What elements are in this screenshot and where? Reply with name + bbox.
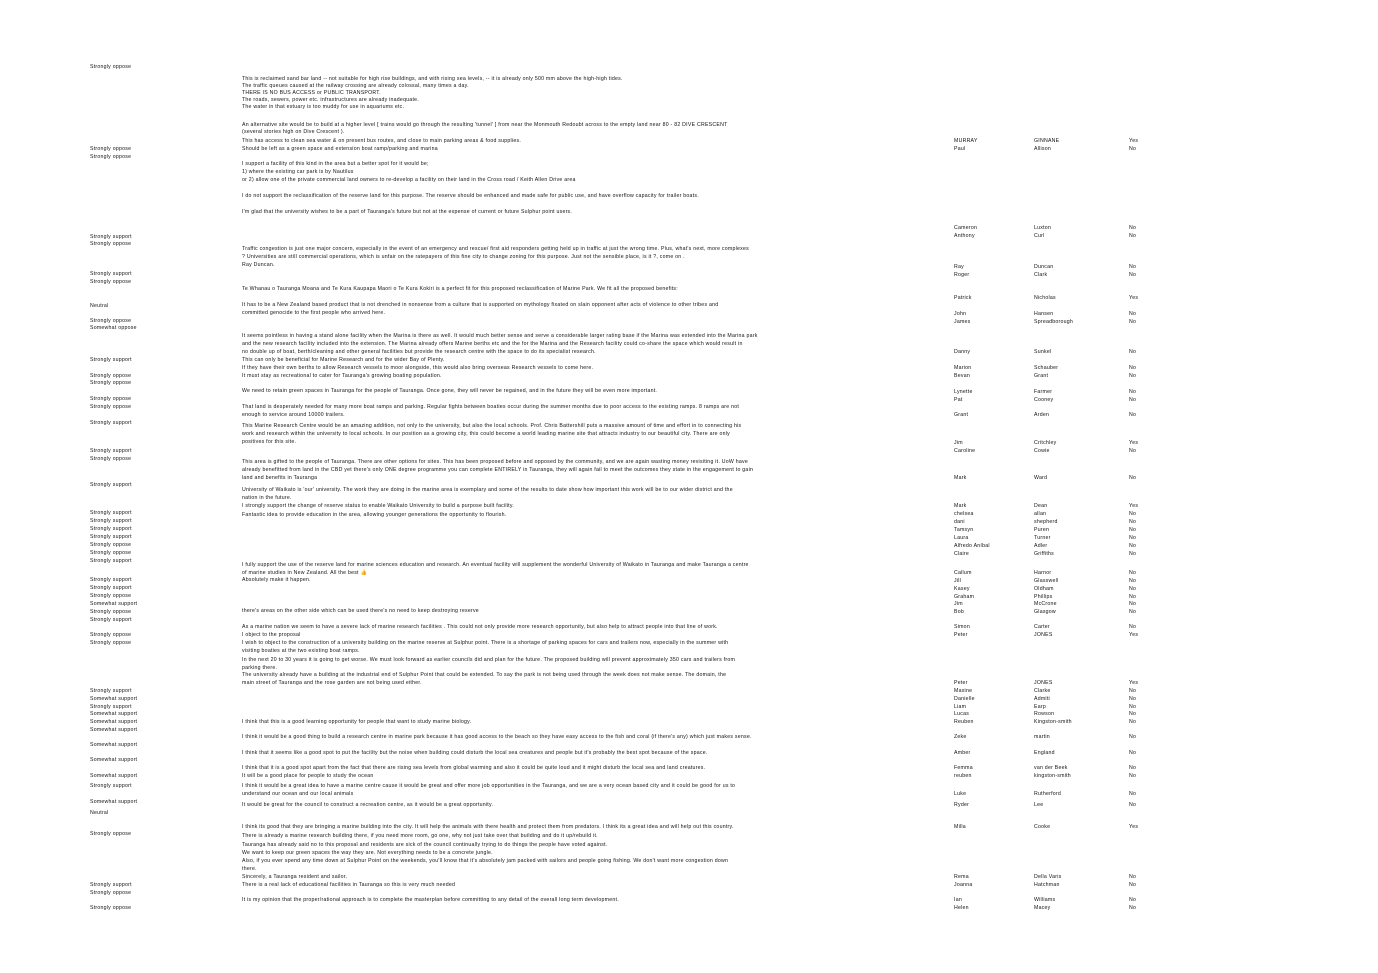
last-name-cell: Ward [1034,475,1048,481]
last-name-cell: Clark [1034,272,1048,278]
support-level-cell: Strongly oppose [90,380,132,386]
first-name-cell: Lucas [954,711,970,717]
first-name-cell: Femma [954,765,973,771]
support-level-cell: Strongly oppose [90,279,132,285]
first-name-cell: chelsea [954,511,974,517]
comment-cell: land and benefits in Tauranga [242,475,318,481]
first-name-cell: Danielle [954,696,975,702]
support-level-cell: Strongly oppose [90,632,132,638]
support-level-cell: Somewhat support [90,799,138,805]
last-name-cell: Williams [1034,897,1056,903]
yes-no-cell: No [1129,719,1137,725]
comment-cell: enough to service around 10000 trailers. [242,412,345,418]
last-name-cell: Sunkel [1034,349,1052,355]
comment-cell: If they have their own berths to allow Research vessels to moor alongside, this would also bring overseas Research vessels to come here. [242,365,594,371]
last-name-cell: Cooney [1034,397,1054,403]
support-level-cell: Strongly oppose [90,396,132,402]
support-level-cell: Strongly support [90,688,132,694]
support-level-cell: Strongly support [90,882,132,888]
yes-no-cell: No [1129,448,1137,454]
comment-cell: We want to keep our green spaces the way they are. Not everything needs to be a concrete jungle. [242,850,493,856]
comment-cell: In the next 20 to 30 years it is going to get worse. We must look forward as earlier councils did and plan for the future. The proposed building will prevent approximately 350 cars and trailers from [242,657,736,663]
support-level-cell: Strongly oppose [90,593,132,599]
support-level-cell: Strongly support [90,617,132,623]
yes-no-cell: Yes [1129,503,1139,509]
last-name-cell: Duncan [1034,264,1054,270]
first-name-cell: Grant [954,412,969,418]
support-level-cell: Neutral [90,810,109,816]
last-name-cell: Farmer [1034,389,1053,395]
support-level-cell: Strongly oppose [90,404,132,410]
first-name-cell: Joanna [954,882,973,888]
yes-no-cell: No [1129,897,1137,903]
yes-no-cell: No [1129,146,1137,152]
support-level-cell: Somewhat support [90,727,138,733]
support-level-cell: Strongly support [90,558,132,564]
last-name-cell: Curl [1034,233,1045,239]
support-level-cell: Strongly oppose [90,640,132,646]
yes-no-cell: No [1129,609,1137,615]
first-name-cell: James [954,319,971,325]
first-name-cell: Marion [954,365,972,371]
comment-cell: committed genocide to the first people who arrived here. [242,310,386,316]
last-name-cell: Rutherford [1034,791,1062,797]
comment-cell: already benefitted from land in the CBD yet there's only ONE degree programme you can complete ENTIRELY in Tauranga, they will again fail to meet the outcomes they state in the engagement to gain [242,467,754,473]
comment-cell: nation in the future. [242,495,292,501]
comment-cell: It would be great for the council to construct a recreation centre, as it would be a great opportunity. [242,802,494,808]
last-name-cell: Puren [1034,527,1050,533]
first-name-cell: Callum [954,570,972,576]
support-level-cell: Neutral [90,303,109,309]
last-name-cell: Cowie [1034,448,1050,454]
first-name-cell: Ian [954,897,962,903]
yes-no-cell: Yes [1129,632,1139,638]
support-level-cell: Strongly oppose [90,146,132,152]
yes-no-cell: No [1129,765,1137,771]
first-name-cell: Claire [954,551,970,557]
support-level-cell: Strongly support [90,234,132,240]
first-name-cell: Ray [954,264,964,270]
support-level-cell: Strongly support [90,271,132,277]
last-name-cell: JONES [1034,632,1053,638]
last-name-cell: Harnor [1034,570,1052,576]
first-name-cell: Ryder [954,802,970,808]
comment-cell: I strongly support the change of reserve status to enable Waikato University to build a purpose built facility. [242,503,514,509]
last-name-cell: Clarke [1034,688,1051,694]
comment-cell: 1) where the existing car park is by Nautilus [242,169,354,175]
first-name-cell: Alfredo Aníbal [954,543,990,549]
first-name-cell: Roger [954,272,970,278]
comment-cell: I think that it seems like a good spot to put the facility but the noise when building could disturb the local sea creatures and people but it's probably the best spot because of the space. [242,750,708,756]
comment-cell: The traffic queues caused at the railway crossing are already colossal, many times a day. [242,83,469,89]
last-name-cell: Adler [1034,543,1048,549]
comment-cell: (several stories high on Dive Crescent ). [242,129,345,135]
support-level-cell: Somewhat support [90,757,138,763]
support-level-cell: Strongly support [90,482,132,488]
yes-no-cell: No [1129,373,1137,379]
comment-cell: I think that it is a good spot apart from the fact that there are rising sea levels from global warming and also it could be quite loud and it might disturb the local sea and land creatures. [242,765,706,771]
first-name-cell: Bevan [954,373,970,379]
comment-cell: That land is desperately needed for many more boat ramps and parking. Regular fights between boaties occur during the summer months due to poor access to the existing ramps. 8 ramps are not [242,404,740,410]
yes-no-cell: No [1129,711,1137,717]
first-name-cell: Graham [954,594,975,600]
first-name-cell: Simon [954,624,970,630]
support-level-cell: Strongly support [90,783,132,789]
comment-cell: I do not support the reclassification of the reserve land for this purpose. The reserve should be enhanced and made safe for public use, and have overflow capacity for trailer boats. [242,193,699,199]
support-level-cell: Somewhat support [90,719,138,725]
yes-no-cell: No [1129,319,1137,325]
first-name-cell: Jill [954,578,962,584]
first-name-cell: MURRAY [954,138,978,144]
yes-no-cell: No [1129,264,1137,270]
first-name-cell: Kasey [954,586,970,592]
support-level-cell: Strongly support [90,577,132,583]
yes-no-cell: No [1129,397,1137,403]
last-name-cell: allan [1034,511,1047,517]
yes-no-cell: No [1129,750,1137,756]
support-level-cell: Somewhat support [90,711,138,717]
yes-no-cell: No [1129,311,1137,317]
first-name-cell: Helen [954,905,969,911]
first-name-cell: Patrick [954,295,972,301]
comment-cell: I think its good that they are bringing a marine building into the city. It will help the animals with there health and protect them from predators. I think its a great idea and will help out this country. [242,824,734,830]
yes-no-cell: No [1129,535,1137,541]
yes-no-cell: No [1129,578,1137,584]
last-name-cell: kingston-smith [1034,773,1071,779]
first-name-cell: Liam [954,704,967,710]
first-name-cell: dani [954,519,965,525]
yes-no-cell: No [1129,688,1137,694]
last-name-cell: Cooke [1034,824,1051,830]
yes-no-cell: No [1129,773,1137,779]
last-name-cell: Allison [1034,146,1052,152]
comment-cell: The university already have a building at the industrial end of Sulphur Point that could be extended. To say the park is not being used through the week does not make sense. The domain, the [242,672,727,678]
comment-cell: I support a facility of this kind in the area but a better spot for it would be; [242,161,429,167]
yes-no-cell: No [1129,696,1137,702]
support-level-cell: Somewhat support [90,696,138,702]
comment-cell: It has to be a New Zealand based product that is not drenched in nonsense from a culture that is supported on mythology fixated on slain opponent after acts of violence to other tribes and [242,302,719,308]
last-name-cell: Hatchman [1034,882,1060,888]
last-name-cell: Grant [1034,373,1049,379]
first-name-cell: Laura [954,535,969,541]
first-name-cell: Reuben [954,719,974,725]
comment-cell: Absolutely make it happen. [242,577,311,583]
last-name-cell: England [1034,750,1055,756]
support-level-cell: Strongly support [90,357,132,363]
yes-no-cell: No [1129,543,1137,549]
comment-cell: This can only be beneficial for Marine Research and for the wider Bay of Plenty. [242,357,445,363]
comment-cell: I object to the proposal [242,632,301,638]
support-level-cell: Strongly oppose [90,154,132,160]
comment-cell: I think it would be a good thing to build a research centre in marine park because it has good access to the beach so they have easy access to the fish and coral (if there's any) which just makes sense. [242,734,752,740]
support-level-cell: Somewhat support [90,601,138,607]
yes-no-cell: No [1129,519,1137,525]
comment-cell: It is my opinion that the proper/rational approach is to complete the masterplan before committing to any detail of the overall long term development. [242,897,619,903]
comment-cell: Sincerely, a Tauranga resident and sailor. [242,874,348,880]
yes-no-cell: No [1129,272,1137,278]
support-level-cell: Strongly support [90,518,132,524]
support-level-cell: Strongly oppose [90,890,132,896]
last-name-cell: Lee [1034,802,1044,808]
yes-no-cell: No [1129,624,1137,630]
last-name-cell: Luxton [1034,225,1052,231]
last-name-cell: Macey [1034,905,1051,911]
support-level-cell: Strongly support [90,526,132,532]
support-level-cell: Strongly support [90,420,132,426]
comment-cell: or 2) allow one of the private commercial land owners to re-develop a facility on their land in the Cross road / Keith Allen Drive area [242,177,576,183]
support-level-cell: Strongly oppose [90,831,132,837]
comment-cell: ? Universities are still commercial operations, which is unfair on the ratepayers of this fine city to change zoning for this purpose. Just not the sensible place, is it ?, come on . [242,254,685,260]
comment-cell: It seems pointless in having a stand alone facility when the Marina is there as well. It would much better sense and serve a considerable larger rating base if the Marina was extended into the Marina park [242,333,758,339]
comment-cell: understand our ocean and our local animals [242,791,354,797]
comment-cell: I think it would be a great idea to have a marine centre cause it would be great and offer more job opportunities in the Tauranga, and we are a very ocean based city and it could be good for us to [242,783,736,789]
yes-no-cell: No [1129,601,1137,607]
last-name-cell: JONES [1034,680,1053,686]
support-level-cell: Strongly support [90,510,132,516]
yes-no-cell: Yes [1129,680,1139,686]
last-name-cell: Della Varis [1034,874,1062,880]
first-name-cell: Amber [954,750,971,756]
first-name-cell: Milla [954,824,966,830]
comment-cell: Tauranga has already said no to this proposal and residents are sick of the council continually trying to do things the people have voted against. [242,842,608,848]
support-level-cell: Strongly support [90,448,132,454]
yes-no-cell: No [1129,365,1137,371]
support-level-cell: Strongly oppose [90,373,132,379]
comment-cell: THERE IS NO BUS ACCESS or PUBLIC TRANSPORT. [242,90,381,96]
last-name-cell: Carter [1034,624,1050,630]
first-name-cell: reuben [954,773,972,779]
support-level-cell: Strongly oppose [90,550,132,556]
last-name-cell: Turner [1034,535,1051,541]
support-level-cell: Strongly support [90,704,132,710]
support-level-cell: Strongly oppose [90,241,132,247]
comment-cell: University of Waikato is 'our' university. The work they are doing in the marine area is exemplary and some of the results to date show how important this work will be to our wider district and the [242,487,733,493]
comment-cell: and the new research facility included into the extension. The Marina already offers Marine berths etc and the for the Marina and the Research facility could co-share the space which would result in [242,341,743,347]
comment-cell: I wish to object to the construction of a university building on the marine reserve at Sulphur point. There is a shortage of parking spaces for cars and trailers now, especially in the summer with [242,640,729,646]
last-name-cell: martin [1034,734,1050,740]
comment-cell: no double up of boat, berth/cleaning and other general facilities but provide the research centre with the space to do its specialist research. [242,349,596,355]
last-name-cell: shepherd [1034,519,1058,525]
yes-no-cell: No [1129,594,1137,600]
first-name-cell: Mark [954,475,967,481]
yes-no-cell: Yes [1129,440,1139,446]
comment-cell: As a marine nation we seem to have a severe lack of marine research facilities . This could not only provide more research opportunity, but also help to attract people into that line of work. [242,624,718,630]
comment-cell: I fully support the use of the reserve land for marine sciences education and research. An eventual facility will supplement the wonderful University of Waikato in Tauranga and make Tauranga a centre [242,562,749,568]
comment-cell: This area is gifted to the people of Tauranga. There are other options for sites. This has been proposed before and opposed by the community, and we are again wasting money revisiting it. UoW have [242,459,748,465]
comment-cell: there's areas on the other side which can be used there's no need to keep destroying reserve [242,608,479,614]
first-name-cell: Paul [954,146,966,152]
comment-cell: of marine studies in New Zealand. All the best 👍 [242,570,368,576]
yes-no-cell: No [1129,791,1137,797]
yes-no-cell: No [1129,225,1137,231]
comment-cell: parking there. [242,665,278,671]
yes-no-cell: No [1129,511,1137,517]
yes-no-cell: Yes [1129,138,1139,144]
support-level-cell: Strongly oppose [90,609,132,615]
yes-no-cell: No [1129,802,1137,808]
last-name-cell: Griffiths [1034,551,1055,557]
last-name-cell: Glasswell [1034,578,1059,584]
comment-cell: Ray Duncan. [242,262,275,268]
first-name-cell: Jim [954,601,963,607]
first-name-cell: Zeke [954,734,967,740]
first-name-cell: Anthony [954,233,975,239]
yes-no-cell: Yes [1129,824,1139,830]
comment-cell: An alternative site would be to build at a higher level [ trains would go through the resulting 'tunnel' ] from near the Monmouth Redoubt across to the empty land near 80 - 82 DIVE CRESCENT [242,122,728,128]
first-name-cell: Danny [954,349,971,355]
support-level-cell: Strongly support [90,585,132,591]
last-name-cell: Kingston-smith [1034,719,1072,725]
comment-cell: There is a real lack of educational facilities in Tauranga so this is very much needed [242,882,456,888]
last-name-cell: Oldham [1034,586,1054,592]
last-name-cell: Admiti [1034,696,1050,702]
yes-no-cell: No [1129,527,1137,533]
last-name-cell: Glasgow [1034,609,1056,615]
yes-no-cell: No [1129,233,1137,239]
first-name-cell: Peter [954,680,968,686]
comment-cell: main street of Tauranga and the rose garden are not being used either. [242,680,422,686]
yes-no-cell: No [1129,874,1137,880]
last-name-cell: Earp [1034,704,1046,710]
first-name-cell: Luke [954,791,967,797]
first-name-cell: Bob [954,609,964,615]
first-name-cell: Tamsyn [954,527,974,533]
yes-no-cell: No [1129,905,1137,911]
first-name-cell: Maxine [954,688,973,694]
first-name-cell: Pat [954,397,963,403]
last-name-cell: Dean [1034,503,1048,509]
last-name-cell: Nicholas [1034,295,1056,301]
comment-cell: The roads, sewers, power etc. infrastructures are already inadequate. [242,97,419,103]
first-name-cell: Peter [954,632,968,638]
yes-no-cell: No [1129,475,1137,481]
yes-no-cell: No [1129,412,1137,418]
first-name-cell: Jim [954,440,963,446]
yes-no-cell: Yes [1129,295,1139,301]
comment-cell: Te Whanau o Tauranga Moana and Te Kura Kaupapa Maori o Te Kura Kokiri is a perfect fit for this proposed reclassification of Marine Park. We fit all the proposed benefits: [242,286,678,292]
first-name-cell: Cameron [954,225,978,231]
last-name-cell: Phillips [1034,594,1053,600]
support-level-cell: Strongly oppose [90,456,132,462]
last-name-cell: Arden [1034,412,1050,418]
comment-cell: Traffic congestion is just one major concern, especially in the event of an emergency and rescue/ first aid responders getting held up in traffic at just the wrong time. Plus, what's next, more complexes [242,246,749,252]
first-name-cell: John [954,311,967,317]
yes-no-cell: No [1129,882,1137,888]
comment-cell: The water in that estuary is too muddy for use in aquariums etc. [242,104,405,110]
first-name-cell: Lynette [954,389,973,395]
comment-cell: Fantastic idea to provide education in the area, allowing younger generations the opportunity to flourish. [242,512,507,518]
comment-cell: Also, if you ever spend any time down at Sulphur Point on the weekends, you'll know that it's absolutely jam packed with sailors and people going fishing. We don't want more congestion down [242,858,729,864]
first-name-cell: Rema [954,874,969,880]
first-name-cell: Mark [954,503,967,509]
last-name-cell: Hansen [1034,311,1054,317]
support-level-cell: Strongly support [90,534,132,540]
yes-no-cell: No [1129,389,1137,395]
comment-cell: This is reclaimed sand bar land -- not suitable for high rise buildings, and with rising sea levels, -- it is already only 500 mm above the high-high tides. [242,76,623,82]
last-name-cell: Spreadborough [1034,319,1074,325]
yes-no-cell: No [1129,586,1137,592]
comment-cell: This has access to clean sea water & on present bus routes, and close to main parking areas & food supplies. [242,138,522,144]
last-name-cell: GINNANE [1034,138,1060,144]
support-level-cell: Strongly oppose [90,905,132,911]
comment-cell: there. [242,866,257,872]
comment-cell: This Marine Research Centre would be an amazing addition, not only to the university, but also the local schools. Prof. Chris Battershill puts a massive amount of time and effort in to connecting his [242,423,742,429]
yes-no-cell: No [1129,734,1137,740]
support-level-cell: Somewhat support [90,742,138,748]
yes-no-cell: No [1129,704,1137,710]
last-name-cell: Rowson [1034,711,1055,717]
support-level-cell: Strongly oppose [90,318,132,324]
last-name-cell: Critchley [1034,440,1057,446]
comment-cell: We need to retain green spaces in Tauranga for the people of Tauranga. Once gone, they will never be regained, and in the future they will be even more important. [242,388,658,394]
last-name-cell: McCrone [1034,601,1057,607]
comment-cell: visiting boaties at the two existing boat ramps. [242,648,360,654]
comment-cell: It must stay as recreational to cater for Tauranga's growing boating population. [242,373,442,379]
comment-cell: Should be left as a green space and extension boat ramp/parking and marina [242,146,438,152]
comment-cell: work and research within the university to local schools. In our position as a growing city, this could become a world leading marine site that attracts industry to our beautiful city. There are only [242,431,731,437]
comment-cell: positives for this site. [242,439,297,445]
last-name-cell: Schauber [1034,365,1059,371]
comment-cell: I'm glad that the university wishes to be a part of Tauranga's future but not at the expense of current or future Sulphur point users. [242,209,573,215]
yes-no-cell: No [1129,551,1137,557]
comment-cell: It will be a good place for people to study the ocean [242,773,374,779]
support-level-cell: Strongly oppose [90,542,132,548]
first-name-cell: Caroline [954,448,976,454]
yes-no-cell: No [1129,349,1137,355]
support-level-cell: Somewhat support [90,773,138,779]
support-level-cell: Strongly oppose [90,64,132,70]
yes-no-cell: No [1129,570,1137,576]
comment-cell: There is already a marine research building there, if you need more room, go one, why not just take over that building and do it up/rebuild it. [242,833,598,839]
comment-cell: I think that this is a good learning opportunity for people that want to study marine biology. [242,719,472,725]
support-level-cell: Somewhat oppose [90,325,137,331]
last-name-cell: van der Beek [1034,765,1068,771]
